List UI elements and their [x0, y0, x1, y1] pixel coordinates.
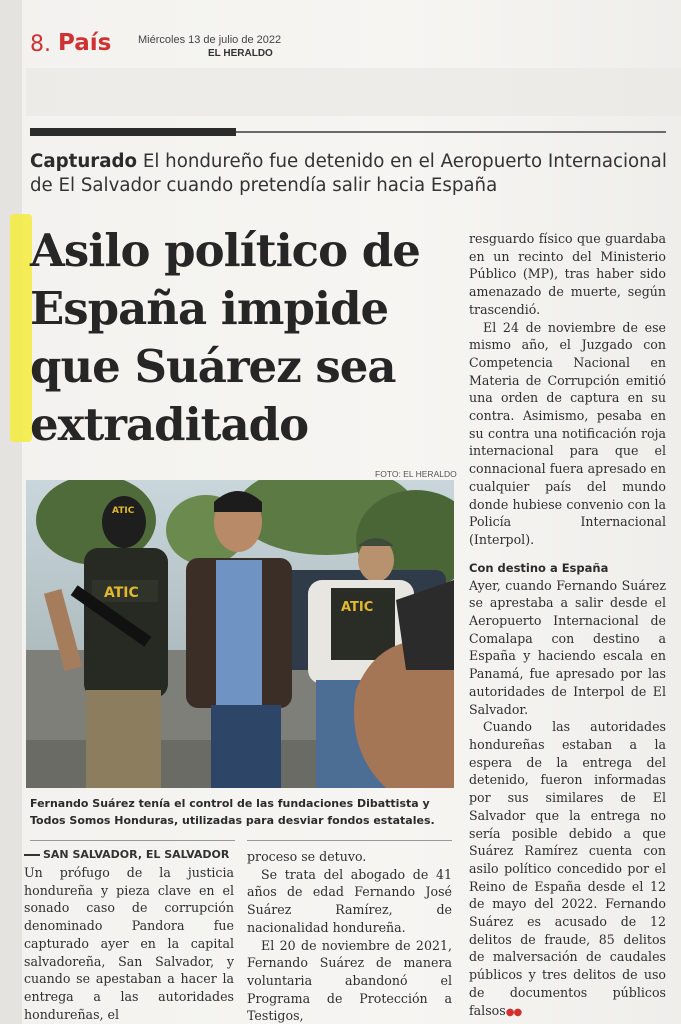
article-paragraph: Un prófugo de la justicia hondureña y pieza clave en el sonado caso de corrupción denominado Pandora fue capturado ayer en la capital salvadoreña, San Salvador, y cuando se apestaban a hacer la entrega a las autoridades hondureñas, el [24, 865, 234, 1022]
headline-line: España impide [30, 282, 389, 335]
article-paragraph: El 24 de noviembre de ese mismo año, el Juzgado con Competencia Nacional en Materia de Corrupción emitió una orden de captura en su contra. Asimismo, pesaba en su contra una notificación roja internacional para que el connacional fuera apresado en cualquier país del mundo donde hubiese convenio con la Policía Internacional (Interpol). [469, 319, 666, 547]
highlighter-mark [10, 214, 32, 442]
news-photo [26, 480, 454, 788]
article-subhead: Con destino a España [469, 560, 609, 575]
article-paragraph: Se trata del abogado de 41 años de edad Fernando José Suárez Ramírez, de nacionalidad hondureña. [247, 866, 452, 935]
headline-line: Asilo político de [30, 224, 420, 277]
dateline [24, 846, 234, 864]
section-rule-thin [236, 131, 666, 133]
column-rule [30, 840, 235, 841]
vest-label-right: ATIC [341, 600, 374, 615]
kicker-text: El hondureño fue detenido en el Aeropuerto Internacional de El Salvador cuando pretendía salir hacia España [30, 151, 667, 196]
article-paragraph: resguardo físico que guardaba en un recinto del Ministerio Público (MP), tras haber sido amenazado de muerte, según trascendió. [469, 231, 666, 317]
column-rule [247, 840, 452, 841]
photo-caption: Fernando Suárez tenía el control de las fundaciones Dibattista y Todos Somos Honduras, utilizadas para desviar fondos estatales. [30, 797, 435, 827]
article-paragraph: El 20 de noviembre de 2021, Fernando Suárez de manera voluntaria abandonó el Programa de Protección a Testigos, [247, 937, 452, 1024]
end-mark: ●● [505, 1006, 522, 1018]
kicker [30, 150, 670, 198]
headline-line: extraditado [30, 398, 309, 451]
article-column-3 [469, 230, 666, 1021]
cap-label: ATIC [112, 506, 135, 516]
newspaper-name: EL HERALDO [208, 48, 273, 59]
dateline-text: SAN SALVADOR, EL SALVADOR [43, 848, 230, 861]
section-number: 8. [30, 32, 51, 57]
article-paragraph-text: Cuando las autoridades hondureñas estaban a la espera de la entrega del detenido, fueron informadas por sus similares de El Salvador que la entrega no sería posible debido a que Suárez Ramírez cuenta con asilo político concedido por el Reino de España desde el 12 de mayo del 2022. Fernando Suárez es acusado de 12 delitos de fraude, 85 delitos de malversación de caudales públicos y tres delitos de uso de documentos públicos falsos [469, 719, 666, 1018]
vest-label-left: ATIC [104, 585, 139, 601]
photo-illustration [26, 480, 454, 788]
article-column-2 [247, 848, 452, 1024]
photo-credit: FOTO: EL HERALDO [375, 469, 457, 479]
kicker-label: Capturado [30, 151, 138, 172]
section-name: País [58, 30, 112, 56]
page-edge [0, 0, 22, 1024]
article-paragraph [469, 718, 666, 1021]
page-header [30, 28, 670, 64]
headline [30, 222, 470, 454]
bleed-through-band [26, 68, 681, 116]
article-paragraph: proceso se detuvo. [247, 849, 367, 864]
section-rule-thick [30, 128, 236, 136]
issue-date: Miércoles 13 de julio de 2022 [138, 34, 282, 46]
article-column-1 [24, 846, 234, 1023]
headline-line: que Suárez sea [30, 340, 396, 393]
article-paragraph: Ayer, cuando Fernando Suárez se aprestaba a salir desde el Aeropuerto Internacional de Comalapa con destino a España y haciendo escala en Panamá, fue apresado por las autoridades de Interpol de El Salvador. [469, 577, 666, 717]
